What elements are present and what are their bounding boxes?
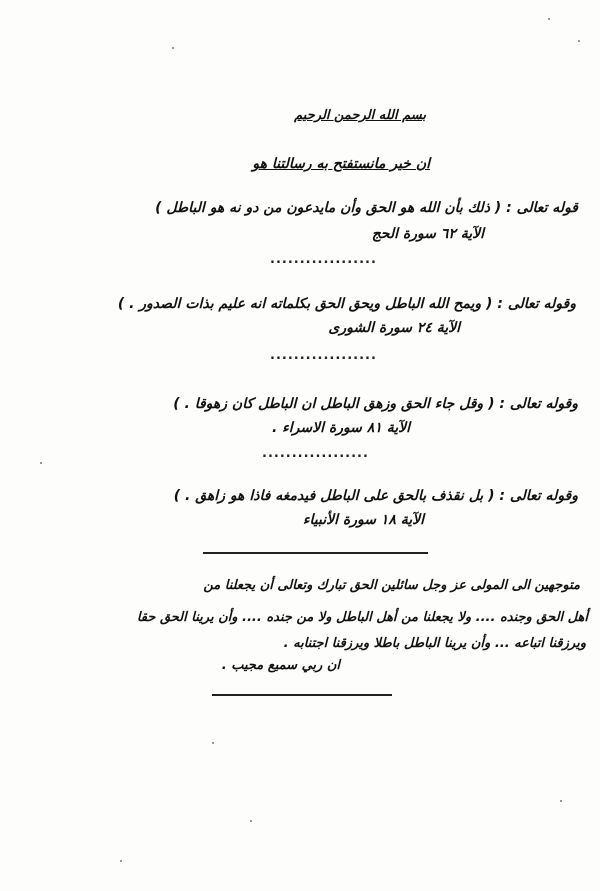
scan-speck bbox=[172, 47, 174, 49]
verse-1-reference: الآية ٦٢ سورة الحج bbox=[371, 226, 484, 242]
verse-1-text: ( ذلك بأن الله هو الحق وأن مايدعون من دو نه هو الباطل ) bbox=[155, 200, 502, 216]
closing-divider bbox=[212, 694, 392, 696]
verse-3-text: ( وقل جاء الحق وزهق الباطل ان الباطل كان زهوقا . ) bbox=[173, 396, 495, 412]
verse-4-label: وقوله تعالى : bbox=[499, 488, 578, 504]
verse-3-line bbox=[173, 396, 578, 412]
verse-3-label: وقوله تعالى : bbox=[499, 396, 578, 412]
verse-2-reference: الآية ٢٤ سورة الشورى bbox=[328, 320, 460, 336]
scan-speck bbox=[40, 462, 42, 464]
closing-line-4: ان ربي سميع مجيب . bbox=[221, 658, 340, 673]
basmala: بسم الله الرحمن الرحيم bbox=[294, 108, 426, 123]
verse-4-line bbox=[174, 488, 578, 504]
verse-2-line bbox=[118, 296, 576, 312]
verse-3-separator: .................. bbox=[262, 446, 369, 461]
closing-line-2: أهل الحق وجنده .... ولا يجعلنا من أهل الباطل ولا من جنده .... وأن يرينا الحق حقا bbox=[136, 610, 588, 625]
scan-speck bbox=[212, 742, 214, 744]
section-divider bbox=[203, 552, 428, 554]
scan-speck bbox=[120, 860, 122, 862]
verse-3-reference: الآية ٨١ سورة الاسراء . bbox=[271, 420, 410, 436]
scan-speck bbox=[548, 18, 550, 20]
verse-2-label: وقوله تعالى : bbox=[497, 296, 576, 312]
verse-1-line bbox=[155, 200, 578, 216]
verse-2-separator: .................. bbox=[270, 348, 377, 363]
scan-speck bbox=[578, 40, 580, 42]
verse-1-separator: .................. bbox=[270, 252, 377, 267]
verse-2-text: ( ويمح الله الباطل ويحق الحق بكلماته انه عليم بذات الصدور . ) bbox=[117, 296, 493, 312]
verse-1-label: قوله تعالى : bbox=[506, 200, 578, 216]
scan-speck bbox=[560, 800, 562, 802]
closing-line-1: متوجهين الى المولى عز وجل سائلين الحق تبارك وتعالى أن يجعلنا من bbox=[203, 578, 580, 593]
verse-4-text: ( بل نقذف بالحق على الباطل فيدمغه فاذا هو زاهق . ) bbox=[173, 488, 495, 504]
verse-4-reference: الآية ١٨ سورة الأنبياء bbox=[302, 512, 424, 528]
document-subtitle: ان خير مانستفتح به رسالتنا هو bbox=[252, 156, 430, 172]
closing-line-3: ويرزقنا اتباعه ... وأن يرينا الباطل باطلا ويرزقنا اجتنابه . bbox=[283, 636, 586, 651]
scan-speck bbox=[250, 820, 252, 822]
